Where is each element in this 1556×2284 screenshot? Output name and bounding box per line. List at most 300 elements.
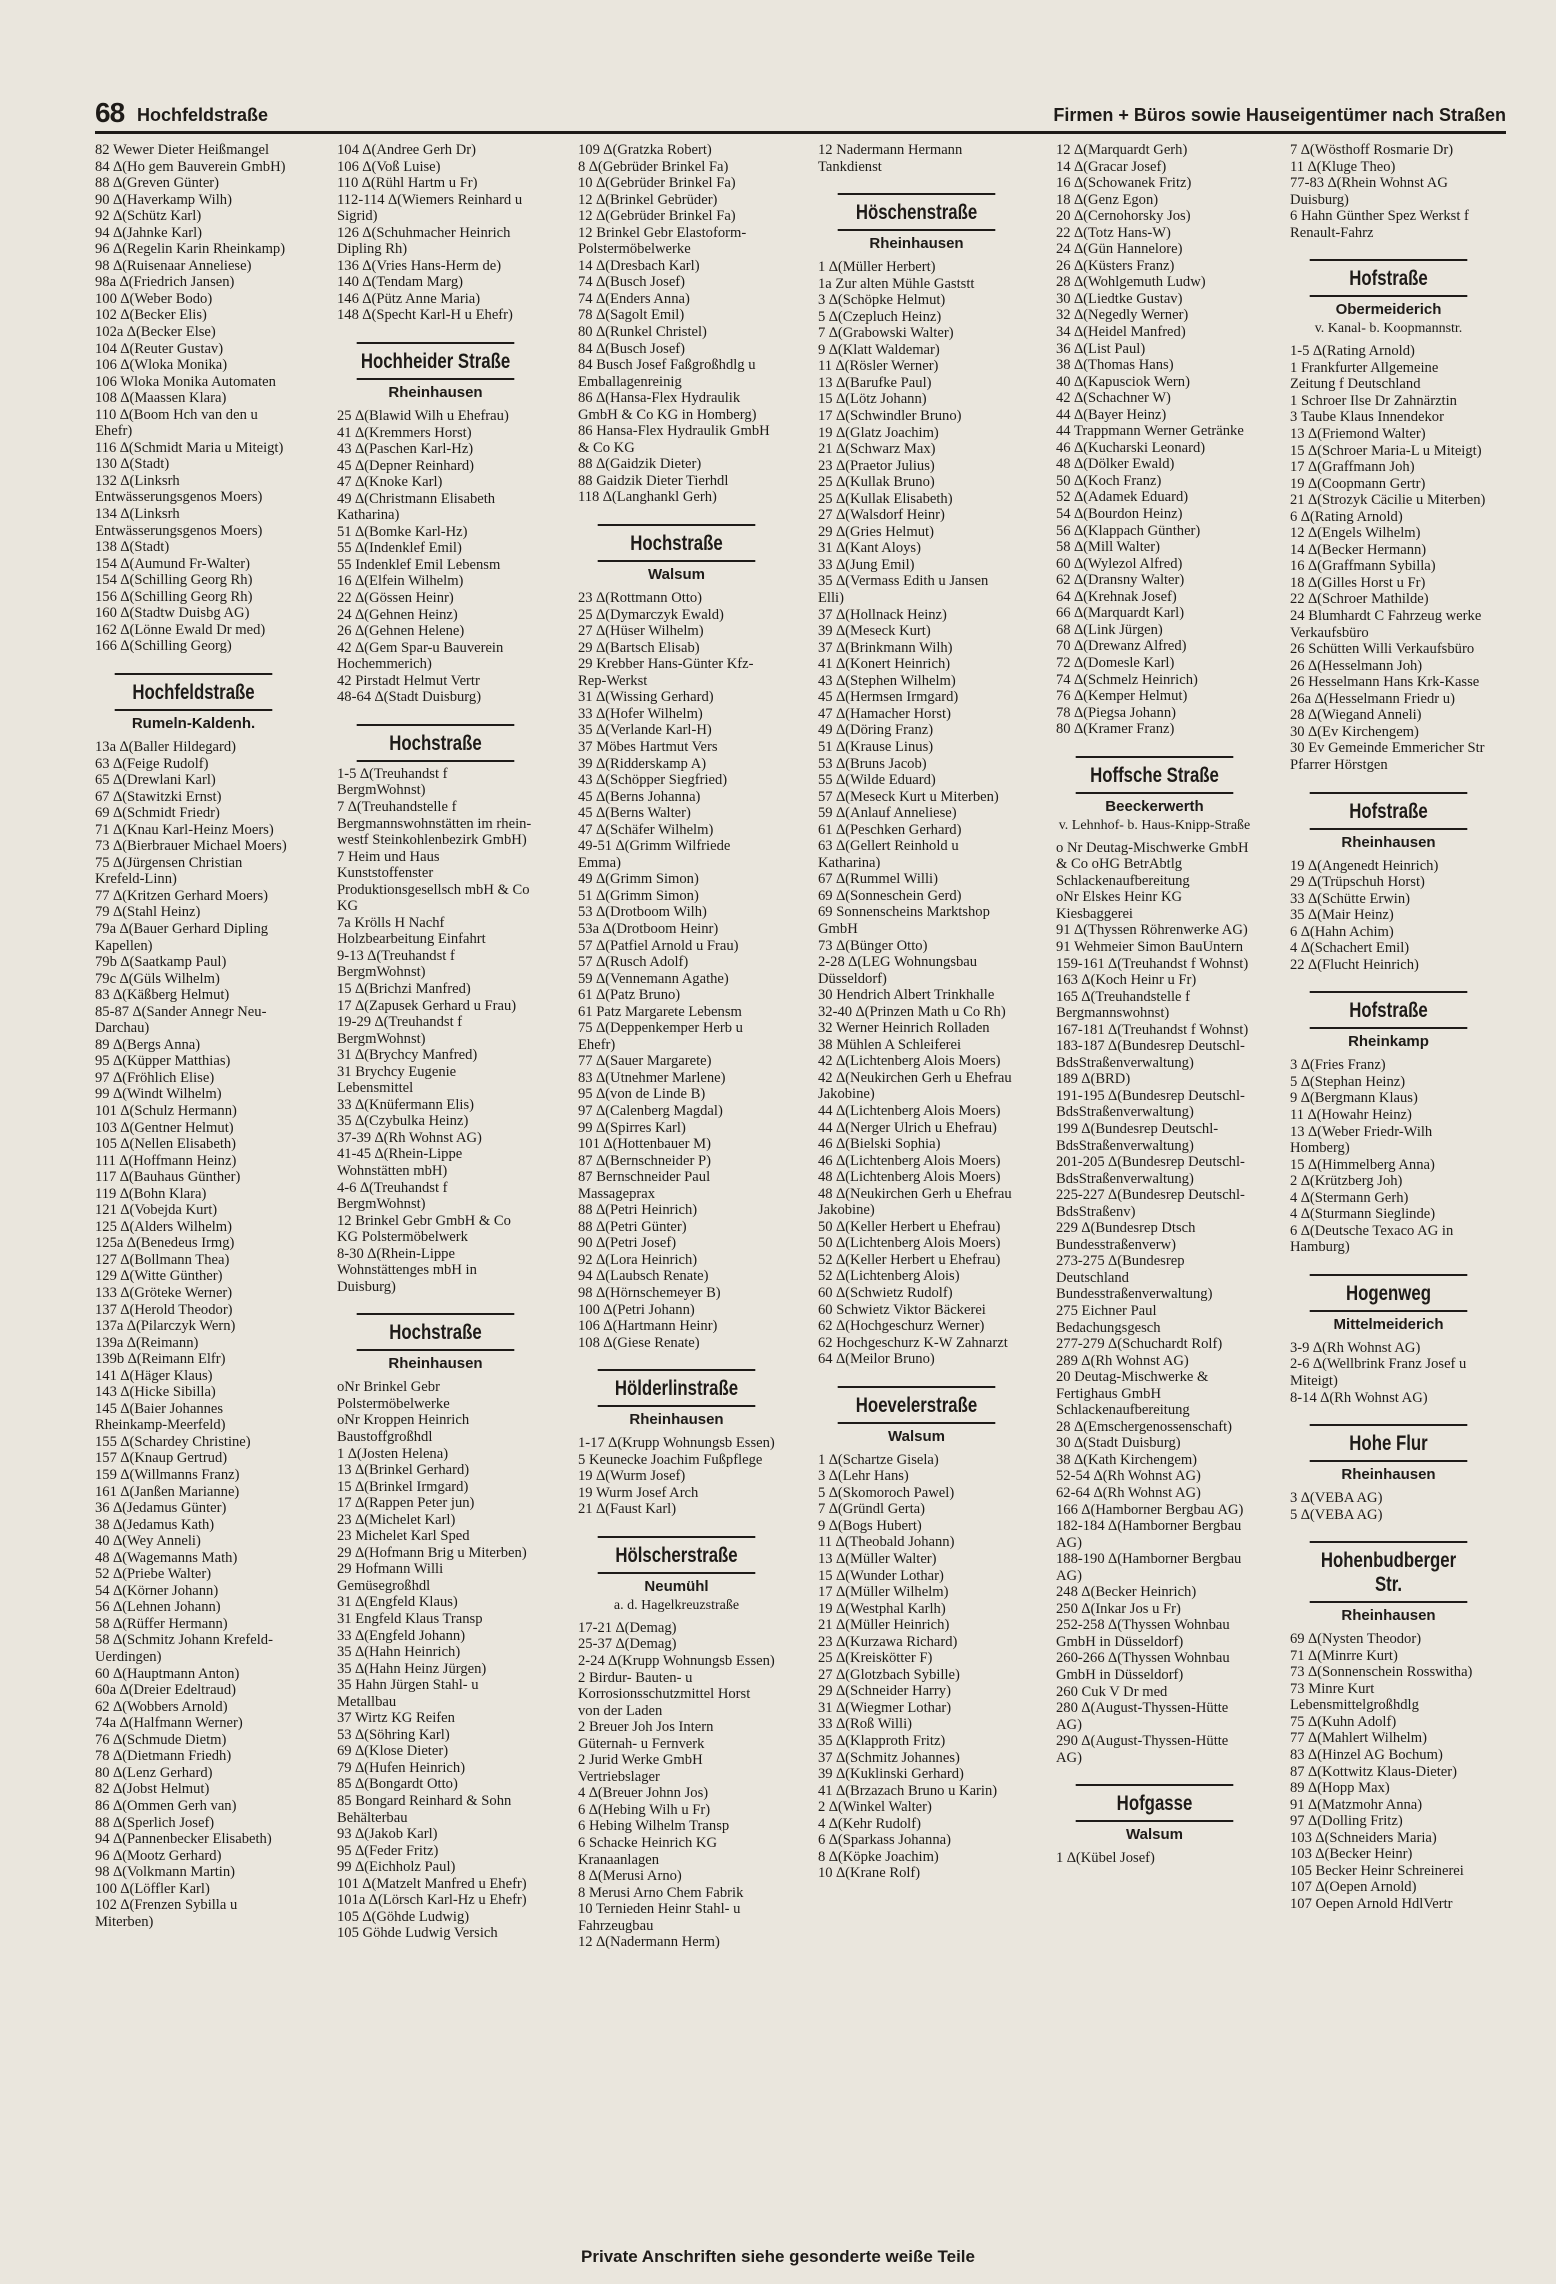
directory-entry: 7 Heim und Haus Kunststoffenster Produktionsgesellsch mbH & Co KG bbox=[337, 848, 534, 915]
directory-entry: 57 ∆(Rusch Adolf) bbox=[578, 954, 689, 971]
directory-entry: 183-187 ∆(Bundesrep Deutschl-BdsStraßenverwaltung) bbox=[1056, 1038, 1245, 1071]
column-3 bbox=[578, 142, 775, 1951]
directory-entry: 138 ∆(Stadt) bbox=[95, 539, 170, 556]
directory-entry: 112-114 ∆(Wiemers Reinhard u Sigrid) bbox=[337, 191, 526, 225]
directory-entry: 47 ∆(Hamacher Horst) bbox=[818, 705, 951, 722]
directory-entry: 17 ∆(Graffmann Joh) bbox=[1290, 459, 1415, 476]
directory-entry: 29 ∆(Trüpschuh Horst) bbox=[1290, 874, 1425, 891]
directory-entry: 145 ∆(Baier Johannes Rheinkamp-Meerfeld) bbox=[95, 1400, 227, 1434]
directory-entry: 41 ∆(Brzazach Bruno u Karin) bbox=[818, 1782, 998, 1799]
directory-entry: 105 ∆(Nellen Elisabeth) bbox=[95, 1136, 237, 1153]
directory-entry: 53a ∆(Drotboom Heinr) bbox=[578, 920, 719, 937]
directory-entry: 54 ∆(Bourdon Heinz) bbox=[1056, 506, 1183, 523]
directory-entry: 98 ∆(Volkmann Martin) bbox=[95, 1864, 235, 1881]
directory-entry: 106 Wloka Monika Automaten bbox=[95, 373, 276, 390]
directory-entry: 43 ∆(Stephen Wilhelm) bbox=[818, 672, 956, 689]
directory-entry: 79c ∆(Güls Wilhelm) bbox=[95, 970, 220, 987]
directory-entry: 161 ∆(Janßen Marianne) bbox=[95, 1483, 240, 1500]
directory-entry: 3 Taube Klaus Innendekor bbox=[1290, 409, 1444, 426]
directory-entry: 132 ∆(Linksrh Entwässerungsgenos Moers) bbox=[95, 472, 263, 506]
directory-entry: 154 ∆(Schilling Georg Rh) bbox=[95, 572, 253, 589]
directory-entry: 97 ∆(Fröhlich Elise) bbox=[95, 1069, 215, 1086]
directory-entry: 159 ∆(Willmanns Franz) bbox=[95, 1467, 240, 1484]
directory-entry: 74 ∆(Enders Anna) bbox=[578, 290, 690, 307]
directory-entry: 89 ∆(Hopp Max) bbox=[1290, 1780, 1390, 1797]
directory-entry: 118 ∆(Langhankl Gerh) bbox=[578, 489, 717, 506]
directory-entry: 45 ∆(Berns Walter) bbox=[578, 805, 691, 822]
directory-entry: 60a ∆(Dreier Edeltraud) bbox=[95, 1682, 237, 1699]
directory-entry: 99 ∆(Eichholz Paul) bbox=[337, 1859, 456, 1876]
directory-entry: 280 ∆(August-Thyssen-Hütte AG) bbox=[1056, 1700, 1232, 1733]
street-heading: Hofstraße bbox=[1310, 792, 1468, 830]
district-subheading: Rheinhausen bbox=[1341, 1466, 1436, 1484]
directory-entry: 73 ∆(Bierbrauer Michael Moers) bbox=[95, 838, 287, 855]
directory-entry: 99 ∆(Spirres Karl) bbox=[578, 1119, 686, 1136]
directory-entry: 129 ∆(Witte Günther) bbox=[95, 1268, 223, 1285]
directory-entry: 46 ∆(Lichtenberg Alois Moers) bbox=[818, 1152, 1001, 1169]
street-range-note: v. Lehnhof- b. Haus-Knipp-Straße bbox=[1058, 817, 1251, 833]
directory-entry: 73 Minre Kurt Lebensmittelgroßhdlg bbox=[1290, 1680, 1419, 1714]
directory-entry: 30 Hendrich Albert Trinkhalle bbox=[818, 987, 995, 1004]
directory-entry: 156 ∆(Schilling Georg Rh) bbox=[95, 588, 253, 605]
directory-entry: 78 ∆(Piegsa Johann) bbox=[1056, 704, 1176, 721]
directory-entry: 191-195 ∆(Bundesrep Deutschl-BdsStraßenverwaltung) bbox=[1056, 1087, 1245, 1121]
directory-entry: 12 Nadermann Hermann Tankdienst bbox=[818, 142, 966, 175]
directory-entry: 32 Werner Heinrich Rolladen bbox=[818, 1020, 990, 1037]
directory-entry: 29 ∆(Bartsch Elisab) bbox=[578, 639, 700, 656]
directory-entry: 66 ∆(Marquardt Karl) bbox=[1056, 605, 1185, 622]
directory-entry: 44 Trappmann Werner Getränke bbox=[1056, 423, 1244, 440]
directory-entry: 12 Brinkel Gebr Elastoform-Polstermöbelwerke bbox=[578, 224, 747, 258]
directory-entry: 62 Hochgeschurz K-W Zahnarzt bbox=[818, 1334, 1008, 1351]
directory-entry: 38 ∆(Kath Kirchengem) bbox=[1056, 1451, 1198, 1468]
directory-entry: 83 ∆(Käßberg Helmut) bbox=[95, 987, 230, 1004]
directory-entry: 48 ∆(Dölker Ewald) bbox=[1056, 456, 1175, 473]
directory-entry: 72 ∆(Domesle Karl) bbox=[1056, 654, 1175, 671]
directory-entry: 13 ∆(Friemond Walter) bbox=[1290, 426, 1426, 443]
directory-entry: 116 ∆(Schmidt Maria u Miteigt) bbox=[95, 439, 284, 456]
directory-entry: 44 ∆(Lichtenberg Alois Moers) bbox=[818, 1102, 1001, 1119]
directory-entry: 5 Keunecke Joachim Fußpflege bbox=[578, 1451, 763, 1468]
directory-entry: 88 ∆(Gaidzik Dieter) bbox=[578, 456, 702, 473]
directory-entry: 59 ∆(Anlauf Anneliese) bbox=[818, 805, 957, 822]
district-subheading: Beeckerwerth bbox=[1105, 797, 1204, 815]
directory-entry: 8-14 ∆(Rh Wohnst AG) bbox=[1290, 1389, 1428, 1406]
directory-entry: 19 ∆(Wurm Josef) bbox=[578, 1468, 686, 1485]
directory-entry: 75 ∆(Deppenkemper Herb u Ehefr) bbox=[578, 1020, 747, 1053]
directory-entry: 77 ∆(Sauer Margarete) bbox=[578, 1053, 712, 1070]
directory-entry: 87 ∆(Kottwitz Klaus-Dieter) bbox=[1290, 1763, 1457, 1780]
directory-entry: 22 ∆(Gössen Heinr) bbox=[337, 590, 454, 607]
directory-entry: 133 ∆(Grötеke Werner) bbox=[95, 1285, 233, 1301]
directory-entry: 11 ∆(Kluge Theo) bbox=[1290, 158, 1396, 175]
directory-entry: 91 ∆(Thyssen Röhrenwerke AG) bbox=[1056, 922, 1248, 939]
directory-entry: 109 ∆(Gratzka Robert) bbox=[578, 142, 712, 158]
directory-entry: 37 ∆(Brinkmann Wilh) bbox=[818, 639, 953, 656]
directory-entry: 88 ∆(Petri Heinrich) bbox=[578, 1202, 698, 1219]
directory-entry: 42 ∆(Schachner W) bbox=[1056, 390, 1171, 407]
directory-entry: 41 ∆(Kremmers Horst) bbox=[337, 424, 472, 441]
directory-entry: 80 ∆(Runkel Christel) bbox=[578, 324, 707, 341]
directory-entry: 137a ∆(Pilarczyk Wern) bbox=[95, 1318, 236, 1335]
directory-entry: 52 ∆(Adamek Eduard) bbox=[1056, 489, 1189, 506]
directory-entry: 155 ∆(Schardey Christine) bbox=[95, 1433, 251, 1450]
directory-entry: 11 ∆(Theobald Johann) bbox=[818, 1534, 955, 1551]
directory-entry: 28 ∆(Emschergenossenschaft) bbox=[1056, 1418, 1233, 1435]
directory-entry: 35 ∆(Hahn Heinz Jürgen) bbox=[337, 1660, 487, 1677]
directory-entry: 10 Ternieden Heinr Stahl- u Fahrzeugbau bbox=[578, 1901, 745, 1934]
directory-entry: 94 ∆(Jahnke Karl) bbox=[95, 224, 202, 241]
directory-entry: 25-37 ∆(Demag) bbox=[578, 1636, 677, 1653]
directory-entry: 98 ∆(Ruisenaar Anneliese) bbox=[95, 257, 252, 274]
directory-entry: 103 ∆(Becker Heinr) bbox=[1290, 1846, 1413, 1863]
directory-entry: 17 ∆(Müller Wilhelm) bbox=[818, 1584, 949, 1601]
directory-entry: 83 ∆(Utnehmer Marlene) bbox=[578, 1069, 726, 1086]
directory-entry: 88 ∆(Greven Günter) bbox=[95, 175, 220, 192]
directory-entry: 55 ∆(Wilde Eduard) bbox=[818, 772, 936, 789]
directory-entry: 35 ∆(Vermass Edith u Jansen Elli) bbox=[818, 573, 992, 607]
street-heading: Höschenstraße bbox=[838, 193, 996, 231]
directory-entry: 31 ∆(Brychcy Manfred) bbox=[337, 1047, 478, 1064]
directory-entry: 51 ∆(Krause Linus) bbox=[818, 738, 934, 755]
directory-entry: 100 ∆(Petri Johann) bbox=[578, 1301, 695, 1318]
directory-entry: 275 Eichner Paul Bedachungsgesch bbox=[1056, 1303, 1161, 1336]
directory-entry: 79 ∆(Hufen Heinrich) bbox=[337, 1759, 466, 1776]
directory-entry: 97 ∆(Calenberg Magdal) bbox=[578, 1102, 723, 1119]
directory-entry: 96 ∆(Regelin Karin Rheinkamp) bbox=[95, 241, 286, 258]
directory-entry: 49-51 ∆(Grimm Wilfriede Emma) bbox=[578, 838, 735, 871]
directory-entry: 28 ∆(Wohlgemuth Ludw) bbox=[1056, 274, 1206, 291]
directory-entry: 7a Krölls H Nachf Holzbearbeitung Einfahrt bbox=[337, 914, 486, 948]
directory-entry: 127 ∆(Bollmann Thea) bbox=[95, 1251, 230, 1268]
directory-entry: 64 ∆(Krehnak Josef) bbox=[1056, 588, 1177, 605]
directory-entry: 53 ∆(Söhring Karl) bbox=[337, 1726, 450, 1743]
directory-entry: 25 ∆(Kullak Elisabeth) bbox=[818, 490, 953, 507]
directory-entry: 163 ∆(Koch Heinr u Fr) bbox=[1056, 972, 1197, 989]
directory-entry: 49 ∆(Döring Franz) bbox=[818, 722, 934, 739]
directory-entry: 13 ∆(Müller Walter) bbox=[818, 1551, 937, 1568]
directory-entry: 100 ∆(Löffler Karl) bbox=[95, 1880, 210, 1897]
directory-entry: 34 ∆(Heidel Manfred) bbox=[1056, 324, 1186, 341]
page-street-title: Hochfeldstraße bbox=[137, 105, 269, 125]
directory-entry: 33 ∆(Jung Emil) bbox=[818, 556, 915, 573]
directory-entry: 4 ∆(Kehr Rudolf) bbox=[818, 1815, 921, 1832]
directory-entry: 37 ∆(Schmitz Johannes) bbox=[818, 1749, 960, 1766]
directory-entry: 225-227 ∆(Bundesrep Deutschl-BdsStraßenv) bbox=[1056, 1187, 1245, 1220]
directory-entry: 24 ∆(Gün Hannelore) bbox=[1056, 241, 1183, 258]
directory-entry: 102a ∆(Becker Else) bbox=[95, 324, 216, 341]
district-subheading: Walsum bbox=[1126, 1826, 1183, 1844]
directory-entry: 51 ∆(Bomke Karl-Hz) bbox=[337, 523, 468, 540]
directory-entry: 21 ∆(Faust Karl) bbox=[578, 1501, 677, 1518]
directory-entry: 2-6 ∆(Wellbrink Franz Josef u Miteigt) bbox=[1290, 1356, 1471, 1389]
district-subheading: Walsum bbox=[888, 1427, 945, 1445]
directory-entry: 260-266 ∆(Thyssen Wohnbau GmbH in Düsseldorf) bbox=[1056, 1650, 1234, 1684]
directory-entry: 77 ∆(Mahlert Wilhelm) bbox=[1290, 1730, 1427, 1747]
directory-entry: 68 ∆(Link Jürgen) bbox=[1056, 621, 1163, 638]
directory-entry: oNr Kroppen Heinrich Baustoffgroßhdl bbox=[337, 1412, 473, 1445]
district-subheading: Mittelmeiderich bbox=[1333, 1315, 1444, 1333]
directory-entry: 5 ∆(Stephan Heinz) bbox=[1290, 1073, 1406, 1090]
directory-entry: 166 ∆(Hamborner Bergbau AG) bbox=[1056, 1501, 1244, 1518]
directory-entry: 15 ∆(Wunder Lothar) bbox=[818, 1567, 944, 1584]
directory-entry: 18 ∆(Gilles Horst u Fr) bbox=[1290, 574, 1426, 591]
directory-entry: 62 ∆(Hochgeschurz Werner) bbox=[818, 1318, 985, 1335]
directory-entry: 12 ∆(Nadermann Herm) bbox=[578, 1934, 720, 1951]
directory-entry: 40 ∆(Kapusciok Wern) bbox=[1056, 373, 1190, 390]
directory-entry: 6 Schacke Heinrich KG Kranaanlagen bbox=[578, 1835, 721, 1868]
directory-entry: 60 ∆(Hauptmann Anton) bbox=[95, 1665, 240, 1682]
directory-entry: 22 ∆(Totz Hans-W) bbox=[1056, 224, 1171, 241]
directory-entry: 1a Zur alten Mühle Gaststt bbox=[818, 275, 975, 292]
directory-entry: 92 ∆(Schütz Karl) bbox=[95, 208, 202, 225]
directory-entry: 88 ∆(Sperlich Josef) bbox=[95, 1814, 215, 1831]
directory-entry: 7 ∆(Grabowski Walter) bbox=[818, 325, 954, 342]
directory-entry: 15 ∆(Lötz Johann) bbox=[818, 391, 927, 408]
directory-entry: 61 ∆(Peschken Gerhard) bbox=[818, 821, 962, 838]
directory-entry: 167-181 ∆(Treuhandst f Wohnst) bbox=[1056, 1021, 1249, 1038]
directory-entry: 1 ∆(Schartze Gisela) bbox=[818, 1451, 939, 1468]
directory-entry: 67 ∆(Rummel Willi) bbox=[818, 871, 938, 888]
directory-entry: 27 ∆(Walsdorf Heinr) bbox=[818, 507, 945, 524]
directory-entry: 157 ∆(Knaup Gertrud) bbox=[95, 1450, 228, 1467]
directory-entry: 19 ∆(Coopmann Gertr) bbox=[1290, 475, 1426, 492]
directory-entry: 74 ∆(Busch Josef) bbox=[578, 274, 686, 291]
directory-entry: 93 ∆(Jakob Karl) bbox=[337, 1826, 438, 1843]
directory-entry: 96 ∆(Mootz Gerhard) bbox=[95, 1847, 222, 1864]
directory-entry: 42 ∆(Lichtenberg Alois Moers) bbox=[818, 1053, 1001, 1070]
directory-entry: 37-39 ∆(Rh Wohnst AG) bbox=[337, 1129, 482, 1146]
street-heading: Hohenbudberger Str. bbox=[1310, 1541, 1468, 1603]
directory-entry: 23 ∆(Michelet Karl) bbox=[337, 1511, 456, 1528]
directory-entry: 79 ∆(Stahl Heinz) bbox=[95, 904, 201, 921]
directory-entry: 12 ∆(Marquardt Gerh) bbox=[1056, 142, 1188, 158]
directory-entry: 38 ∆(Thomas Hans) bbox=[1056, 357, 1174, 374]
directory-entry: 143 ∆(Hicke Sibilla) bbox=[95, 1384, 216, 1401]
directory-entry: 33 ∆(Engfeld Johann) bbox=[337, 1627, 466, 1644]
directory-entry: 79b ∆(Saatkamp Paul) bbox=[95, 954, 227, 971]
directory-entry: 5 ∆(Skomoroch Pawel) bbox=[818, 1484, 955, 1501]
directory-entry: 107 Oepen Arnold HdlVertr bbox=[1290, 1895, 1453, 1912]
street-heading: Hohe Flur bbox=[1310, 1424, 1468, 1462]
directory-entry: 8 ∆(Köpke Joachim) bbox=[818, 1848, 939, 1865]
directory-entry: 13a ∆(Baller Hildegard) bbox=[95, 738, 237, 755]
directory-entry: 9 ∆(Bergmann Klaus) bbox=[1290, 1090, 1418, 1107]
directory-entry: 11 ∆(Rösler Werner) bbox=[818, 358, 939, 375]
directory-entry: 23 ∆(Rottmann Otto) bbox=[578, 590, 703, 607]
directory-entry: 9-13 ∆(Treuhandst f BergmWohnst) bbox=[337, 947, 459, 981]
directory-entry: 85-87 ∆(Sander Annegr Neu-Darchau) bbox=[95, 1003, 267, 1037]
directory-entry: 73 ∆(Bünger Otto) bbox=[818, 937, 928, 954]
directory-entry: 154 ∆(Aumund Fr-Walter) bbox=[95, 555, 250, 572]
directory-entry: 58 ∆(Schmitz Johann Krefeld-Uerdingen) bbox=[95, 1632, 273, 1666]
directory-entry: 101 ∆(Matzelt Manfred u Ehefr) bbox=[337, 1875, 527, 1892]
directory-entry: 58 ∆(Mill Walter) bbox=[1056, 539, 1160, 556]
directory-entry: 103 ∆(Schneiders Maria) bbox=[1290, 1829, 1437, 1846]
district-subheading: Rheinhausen bbox=[869, 235, 964, 253]
directory-entry: 69 ∆(Schmidt Friedr) bbox=[95, 805, 220, 822]
directory-entry: 4 ∆(Breuer Johnn Jos) bbox=[578, 1785, 709, 1802]
directory-entry: 19-29 ∆(Treuhandst f BergmWohnst) bbox=[337, 1014, 466, 1047]
directory-entry: 50 ∆(Koch Franz) bbox=[1056, 472, 1162, 489]
directory-entry: 61 ∆(Patz Bruno) bbox=[578, 987, 681, 1004]
directory-entry: 39 ∆(Ridderskamp A) bbox=[578, 755, 707, 772]
district-subheading: Rumeln-Kaldenh. bbox=[131, 714, 256, 732]
directory-entry: 24 ∆(Gehnen Heinz) bbox=[337, 606, 458, 623]
directory-entry: 8 ∆(Merusi Arno) bbox=[578, 1868, 682, 1885]
directory-entry: 48 ∆(Neukirchen Gerh u Ehefrau Jakobine) bbox=[818, 1185, 1016, 1219]
directory-entry: 76 ∆(Schmude Dietm) bbox=[95, 1731, 227, 1748]
street-heading: Hochheider Straße bbox=[357, 342, 515, 380]
directory-entry: 16 ∆(Graffmann Sybilla) bbox=[1290, 558, 1436, 575]
directory-entry: 57 ∆(Patfiel Arnold u Frau) bbox=[578, 937, 739, 954]
directory-entry: 101 ∆(Hottenbauer M) bbox=[578, 1136, 711, 1153]
directory-entry: 22 ∆(Flucht Heinrich) bbox=[1290, 956, 1419, 973]
street-heading: Hoffsche Straße bbox=[1076, 756, 1234, 794]
directory-entry: 30 ∆(Ev Kirchengem) bbox=[1290, 723, 1419, 740]
directory-entry: 35 ∆(Klapproth Fritz) bbox=[818, 1733, 946, 1750]
directory-entry: 47 ∆(Knoke Karl) bbox=[337, 474, 443, 491]
directory-entry: 35 Hahn Jürgen Stahl- u Metallbau bbox=[337, 1677, 483, 1710]
directory-entry: 60 ∆(Schwietz Rudolf) bbox=[818, 1285, 953, 1301]
directory-entry: 84 ∆(Busch Josef) bbox=[578, 340, 686, 357]
directory-entry: 12 Brinkel Gebr GmbH & Co KG Polstermöbelwerk bbox=[337, 1212, 515, 1246]
directory-entry: 162 ∆(Lönne Ewald Dr med) bbox=[95, 621, 266, 638]
directory-entry: 48 ∆(Wagemanns Math) bbox=[95, 1549, 238, 1566]
directory-entry: 23 ∆(Kurzawa Richard) bbox=[818, 1633, 958, 1650]
directory-entry: 26 ∆(Küsters Franz) bbox=[1056, 257, 1175, 274]
directory-entry: 110 ∆(Rühl Hartm u Fr) bbox=[337, 175, 478, 192]
directory-entry: 141 ∆(Häger Klaus) bbox=[95, 1367, 213, 1384]
directory-entry: 80 ∆(Lenz Gerhard) bbox=[95, 1764, 213, 1781]
directory-entry: 260 Cuk V Dr med bbox=[1056, 1683, 1168, 1700]
district-subheading: Rheinhausen bbox=[629, 1411, 724, 1429]
directory-entry: 20 Deutag-Mischwerke & Fertighaus GmbH Schlackenaufbereitung bbox=[1056, 1369, 1213, 1419]
directory-entry: 55 ∆(Indenklef Emil) bbox=[337, 540, 462, 557]
directory-entry: 31 ∆(Engfeld Klaus) bbox=[337, 1594, 458, 1611]
directory-entry: 43 ∆(Paschen Karl-Hz) bbox=[337, 441, 474, 458]
directory-entry: 21 ∆(Strozyk Cäcilie u Miterben) bbox=[1290, 492, 1486, 509]
directory-entry: 16 ∆(Schowanek Fritz) bbox=[1056, 175, 1192, 192]
directory-entry: 44 ∆(Bayer Heinz) bbox=[1056, 406, 1167, 423]
directory-entry: 28 ∆(Wiegand Anneli) bbox=[1290, 707, 1422, 724]
directory-entry: 105 ∆(Göhde Ludwig) bbox=[337, 1908, 470, 1925]
directory-entry: 106 ∆(Wloka Monika) bbox=[95, 357, 228, 374]
directory-entry: 107 ∆(Oepen Arnold) bbox=[1290, 1879, 1417, 1896]
directory-entry: 27 ∆(Hüser Wilhelm) bbox=[578, 623, 704, 640]
directory-entry: 23 ∆(Praetor Julius) bbox=[818, 457, 935, 474]
directory-entry: 106 ∆(Hartmann Heinr) bbox=[578, 1318, 718, 1335]
directory-entry: 111 ∆(Hoffmann Heinz) bbox=[95, 1152, 237, 1169]
directory-entry: 42 Pirstadt Helmut Vertr bbox=[337, 672, 480, 689]
directory-entry: 30 Ev Gemeinde Emmericher Str Pfarrer Hörstgen bbox=[1290, 740, 1489, 773]
directory-entry: 41 ∆(Konert Heinrich) bbox=[818, 656, 951, 673]
district-subheading: Walsum bbox=[648, 566, 705, 584]
directory-entry: 51 ∆(Grimm Simon) bbox=[578, 887, 699, 904]
directory-entry: 189 ∆(BRD) bbox=[1056, 1071, 1131, 1088]
column-6 bbox=[1290, 142, 1487, 1912]
directory-entry: 108 ∆(Maassen Klara) bbox=[95, 390, 227, 407]
directory-entry: 69 Sonnenscheins Marktshop GmbH bbox=[818, 904, 994, 937]
directory-entry: 38 Mühlen A Schleiferei bbox=[818, 1036, 962, 1053]
directory-entry: 26 ∆(Hesselmann Joh) bbox=[1290, 657, 1423, 674]
directory-entry: 25 ∆(Dymarczyk Ewald) bbox=[578, 606, 724, 623]
directory-entry: 78 ∆(Dietmann Friedh) bbox=[95, 1748, 232, 1765]
directory-entry: 25 ∆(Kreiskötter F) bbox=[818, 1650, 933, 1667]
directory-entry: 71 ∆(Knau Karl-Heinz Moers) bbox=[95, 821, 274, 838]
directory-entry: 49 ∆(Christmann Elisabeth Katharina) bbox=[337, 490, 499, 524]
directory-entry: 95 ∆(Küpper Matthias) bbox=[95, 1053, 231, 1070]
directory-entry: 31 ∆(Wissing Gerhard) bbox=[578, 689, 714, 706]
district-subheading: Obermeiderich bbox=[1335, 301, 1442, 319]
directory-entry: 31 ∆(Wiegmer Lothar) bbox=[818, 1699, 952, 1716]
directory-entry: 5 ∆(VEBA AG) bbox=[1290, 1506, 1383, 1523]
directory-entry: 3 ∆(Lehr Hans) bbox=[818, 1468, 909, 1485]
directory-entry: 125a ∆(Benedeus Irmg) bbox=[95, 1235, 235, 1252]
column-4 bbox=[818, 142, 1015, 1882]
page-number: 68 bbox=[95, 97, 125, 128]
directory-entry: 47 ∆(Schäfer Wilhelm) bbox=[578, 821, 714, 838]
directory-entry: 13 ∆(Brinkel Gerhard) bbox=[337, 1462, 470, 1479]
directory-entry: 6 ∆(Deutsche Texaco AG in Hamburg) bbox=[1290, 1222, 1457, 1256]
directory-entry: 48 ∆(Lichtenberg Alois Moers) bbox=[818, 1169, 1001, 1186]
directory-entry: 90 ∆(Haverkamp Wilh) bbox=[95, 191, 232, 208]
directory-entry: 2-28 ∆(LEG Wohnungsbau Düsseldorf) bbox=[818, 954, 981, 987]
directory-entry: 3 ∆(Schöpke Helmut) bbox=[818, 292, 946, 309]
directory-entry: 44 ∆(Nerger Ulrich u Ehefrau) bbox=[818, 1119, 997, 1136]
directory-entry: 88 ∆(Petri Günter) bbox=[578, 1218, 687, 1235]
directory-entry: 57 ∆(Meseck Kurt u Miterben) bbox=[818, 788, 999, 805]
directory-entry: 6 ∆(Hebing Wilh u Fr) bbox=[578, 1801, 711, 1818]
street-heading: Hochstraße bbox=[598, 524, 756, 562]
directory-entry: 6 Hahn Günther Spez Werkst f Renault-Fahrz bbox=[1290, 208, 1473, 241]
directory-entry: 85 ∆(Bongardt Otto) bbox=[337, 1776, 458, 1793]
directory-entry: 37 Wirtz KG Reifen bbox=[337, 1710, 455, 1727]
directory-entry: 46 ∆(Bielski Sophia) bbox=[818, 1136, 941, 1153]
directory-entry: 273-275 ∆(Bundesrep Deutschland Bundesstraßenverwaltung) bbox=[1056, 1253, 1213, 1303]
directory-entry: 102 ∆(Frenzen Sybilla u Miterben) bbox=[95, 1897, 241, 1930]
directory-entry: 182-184 ∆(Hamborner Bergbau AG) bbox=[1056, 1518, 1245, 1551]
directory-entry: 52 ∆(Priebe Walter) bbox=[95, 1566, 212, 1583]
directory-entry: 53 ∆(Drotboom Wilh) bbox=[578, 904, 707, 921]
directory-entry: 37 ∆(Hollnack Heinz) bbox=[818, 606, 947, 623]
directory-entry: 165 ∆(Treuhandstelle f Bergmannswohnst) bbox=[1056, 988, 1194, 1022]
directory-entry: 31 Brychcy Eugenie Lebensmittel bbox=[337, 1063, 460, 1097]
directory-entry: 29 ∆(Schneider Harry) bbox=[818, 1683, 951, 1700]
directory-entry: 33 ∆(Schütte Erwin) bbox=[1290, 890, 1410, 907]
directory-entry: 87 ∆(Bernschneider P) bbox=[578, 1152, 711, 1169]
directory-entry: 60 Schwietz Viktor Bäckerei bbox=[818, 1301, 986, 1318]
directory-entry: 1-5 ∆(Treuhandst f BergmWohnst) bbox=[337, 765, 452, 799]
directory-entry: 8 ∆(Gebrüder Brinkel Fa) bbox=[578, 158, 729, 175]
directory-entry: 56 ∆(Klappach Günther) bbox=[1056, 522, 1201, 539]
directory-entry: 76 ∆(Kemper Helmut) bbox=[1056, 688, 1188, 705]
directory-entry: 98 ∆(Hörnschemeyer B) bbox=[578, 1285, 721, 1301]
directory-entry: 110 ∆(Boom Hch van den u Ehefr) bbox=[95, 406, 262, 440]
section-title: Firmen + Büros sowie Hauseigentümer nach Straßen bbox=[1053, 105, 1506, 125]
directory-entry: 104 ∆(Andree Gerh Dr) bbox=[337, 142, 477, 158]
directory-entry: 37 Möbes Hartmut Vers bbox=[578, 738, 718, 755]
district-subheading: Rheinhausen bbox=[388, 384, 483, 402]
directory-entry: 42 ∆(Neukirchen Gerh u Ehefrau Jakobine) bbox=[818, 1069, 1016, 1103]
directory-entry: 86 ∆(Ommen Gerh van) bbox=[95, 1797, 237, 1814]
directory-entry: 94 ∆(Laubsch Renate) bbox=[578, 1268, 709, 1285]
directory-entry: 61 Patz Margarete Lebensm bbox=[578, 1003, 742, 1020]
directory-entry: 25 ∆(Blawid Wilh u Ehefrau) bbox=[337, 408, 509, 425]
directory-entry: 103 ∆(Gentner Helmut) bbox=[95, 1119, 234, 1136]
directory-entry: 45 ∆(Berns Johanna) bbox=[578, 788, 701, 805]
directory-entry: 159-161 ∆(Treuhandst f Wohnst) bbox=[1056, 955, 1249, 972]
